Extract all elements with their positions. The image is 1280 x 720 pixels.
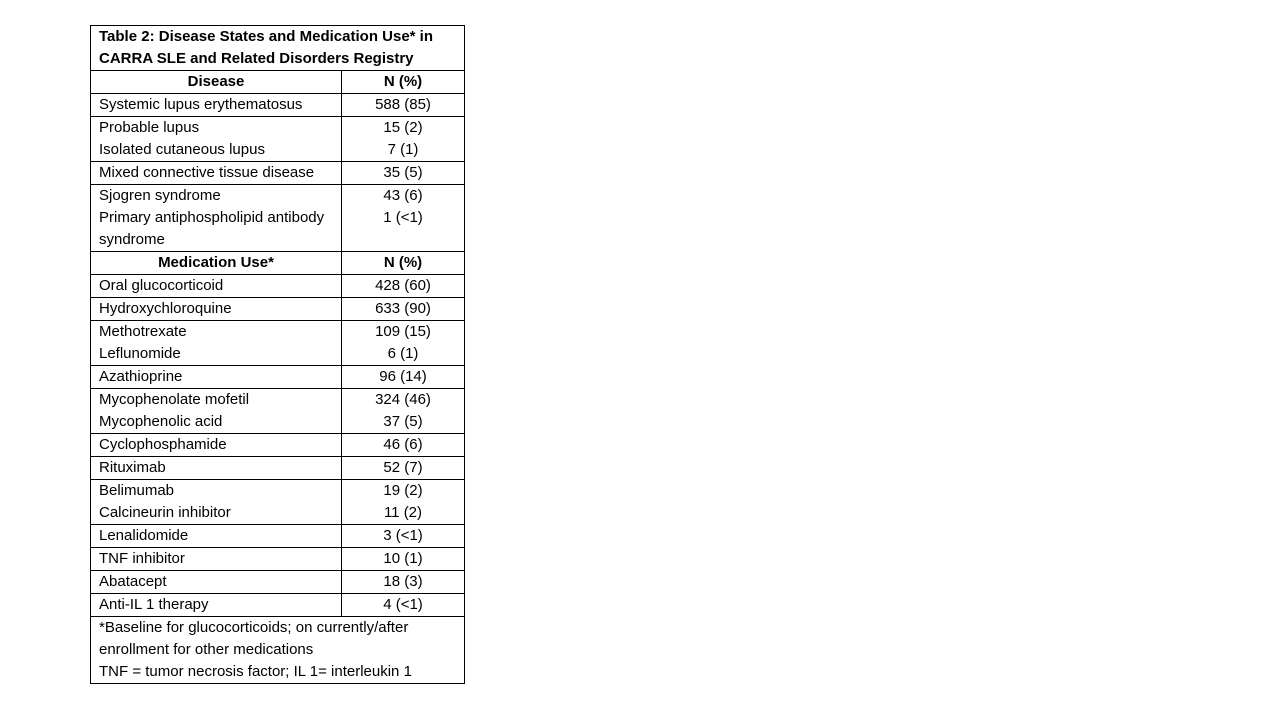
medication-label: Oral glucocorticoid xyxy=(99,277,224,294)
disease-row xyxy=(91,185,465,252)
disease-value: 588 (85) xyxy=(375,96,431,113)
disease-label: Systemic lupus erythematosus xyxy=(99,96,303,113)
disease-row xyxy=(91,117,465,162)
medication-value-cell xyxy=(342,571,465,594)
medication-value-cell xyxy=(342,389,465,434)
medication-label-cell xyxy=(91,594,342,617)
medication-value-cell xyxy=(342,594,465,617)
medication-value-cell xyxy=(342,548,465,571)
disease-value: 35 (5) xyxy=(383,164,423,181)
medication-value-cell xyxy=(342,434,465,457)
medication-row xyxy=(91,389,465,434)
medication-label: Methotrexate xyxy=(99,323,187,340)
disease-label-cell xyxy=(91,162,342,185)
medication-value-cell xyxy=(342,321,465,366)
medication-label: Anti-IL 1 therapy xyxy=(99,596,209,613)
disease-label: Sjogren syndrome xyxy=(99,187,221,204)
medication-value: 428 (60) xyxy=(375,277,431,294)
medication-label-cell xyxy=(91,480,342,525)
medication-column-header: Medication Use* xyxy=(91,252,342,275)
disease-label-cell xyxy=(91,94,342,117)
medication-value-cell xyxy=(342,298,465,321)
disease-column-header: Disease xyxy=(91,71,342,94)
medication-label: Rituximab xyxy=(99,459,166,476)
disease-value: 1 (<1) xyxy=(383,209,423,226)
disease-label: Primary antiphospholipid antibody syndrome xyxy=(99,209,325,248)
medication-row xyxy=(91,594,465,617)
medication-value-cell xyxy=(342,366,465,389)
medication-label: Calcineurin inhibitor xyxy=(99,504,231,521)
medication-value: 3 (<1) xyxy=(383,527,423,544)
medication-label: Cyclophosphamide xyxy=(99,436,227,453)
medication-label: Belimumab xyxy=(99,482,175,499)
medication-value: 96 (14) xyxy=(379,368,427,385)
medication-row xyxy=(91,457,465,480)
medication-n-column-header: N (%) xyxy=(342,252,465,275)
medication-value-cell xyxy=(342,457,465,480)
disease-header-row xyxy=(91,71,465,94)
medication-label-cell xyxy=(91,389,342,434)
medication-row xyxy=(91,434,465,457)
disease-value: 15 (2) xyxy=(383,119,423,136)
footnote-abbreviations: TNF = tumor necrosis factor; IL 1= interleukin 1 xyxy=(99,663,412,680)
disease-label: Mixed connective tissue disease xyxy=(99,164,315,181)
title-row xyxy=(91,26,465,71)
medication-row xyxy=(91,275,465,298)
medication-value: 52 (7) xyxy=(383,459,423,476)
disease-label-cell xyxy=(91,117,342,162)
disease-value: 43 (6) xyxy=(383,187,423,204)
medication-label-cell xyxy=(91,457,342,480)
medication-label: Leflunomide xyxy=(99,345,181,362)
medication-label: Azathioprine xyxy=(99,368,183,385)
medication-value: 37 (5) xyxy=(383,413,423,430)
disease-medication-table-container xyxy=(90,25,464,684)
medication-value: 4 (<1) xyxy=(383,596,423,613)
disease-label: Probable lupus xyxy=(99,119,200,136)
medication-label: Lenalidomide xyxy=(99,527,189,544)
medication-value: 19 (2) xyxy=(383,482,423,499)
medication-value: 18 (3) xyxy=(383,573,423,590)
medication-label: Abatacept xyxy=(99,573,167,590)
footnote-cell xyxy=(91,617,465,684)
medication-label: Mycophenolate mofetil xyxy=(99,391,250,408)
footnote-row xyxy=(91,617,465,684)
medication-label: TNF inhibitor xyxy=(99,550,185,567)
medication-value-cell xyxy=(342,525,465,548)
medication-value: 6 (1) xyxy=(387,345,419,362)
medication-label-cell xyxy=(91,434,342,457)
medication-row xyxy=(91,366,465,389)
medication-label: Mycophenolic acid xyxy=(99,413,223,430)
medication-value: 11 (2) xyxy=(383,504,423,521)
disease-value-cell xyxy=(342,162,465,185)
medication-value: 109 (15) xyxy=(375,323,431,340)
medication-value: 633 (90) xyxy=(375,300,431,317)
medication-row xyxy=(91,525,465,548)
medication-label-cell xyxy=(91,571,342,594)
disease-n-column-header: N (%) xyxy=(342,71,465,94)
medication-value-cell xyxy=(342,480,465,525)
medication-value: 324 (46) xyxy=(375,391,431,408)
medication-label-cell xyxy=(91,548,342,571)
medication-label-cell xyxy=(91,321,342,366)
disease-value: 7 (1) xyxy=(387,141,419,158)
medication-row xyxy=(91,571,465,594)
disease-value-cell xyxy=(342,117,465,162)
disease-row xyxy=(91,162,465,185)
medication-label-cell xyxy=(91,298,342,321)
medication-row xyxy=(91,480,465,525)
table-title: Table 2: Disease States and Medication Use* in CARRA SLE and Related Disorders Registry xyxy=(91,26,465,71)
footnote-baseline: *Baseline for glucocorticoids; on currently/after enrollment for other medications xyxy=(99,619,409,658)
disease-row xyxy=(91,94,465,117)
medication-value: 10 (1) xyxy=(383,550,423,567)
medication-label-cell xyxy=(91,275,342,298)
medication-row xyxy=(91,321,465,366)
disease-value-cell xyxy=(342,185,465,252)
medication-label-cell xyxy=(91,366,342,389)
medication-row xyxy=(91,298,465,321)
disease-label: Isolated cutaneous lupus xyxy=(99,141,265,158)
medication-label: Hydroxychloroquine xyxy=(99,300,232,317)
medication-value-cell xyxy=(342,275,465,298)
disease-label-cell xyxy=(91,185,342,252)
disease-value-cell xyxy=(342,94,465,117)
medication-label-cell xyxy=(91,525,342,548)
table-body xyxy=(91,26,465,684)
medication-row xyxy=(91,548,465,571)
medication-value: 46 (6) xyxy=(383,436,423,453)
medication-header-row xyxy=(91,252,465,275)
disease-medication-table xyxy=(90,25,465,684)
